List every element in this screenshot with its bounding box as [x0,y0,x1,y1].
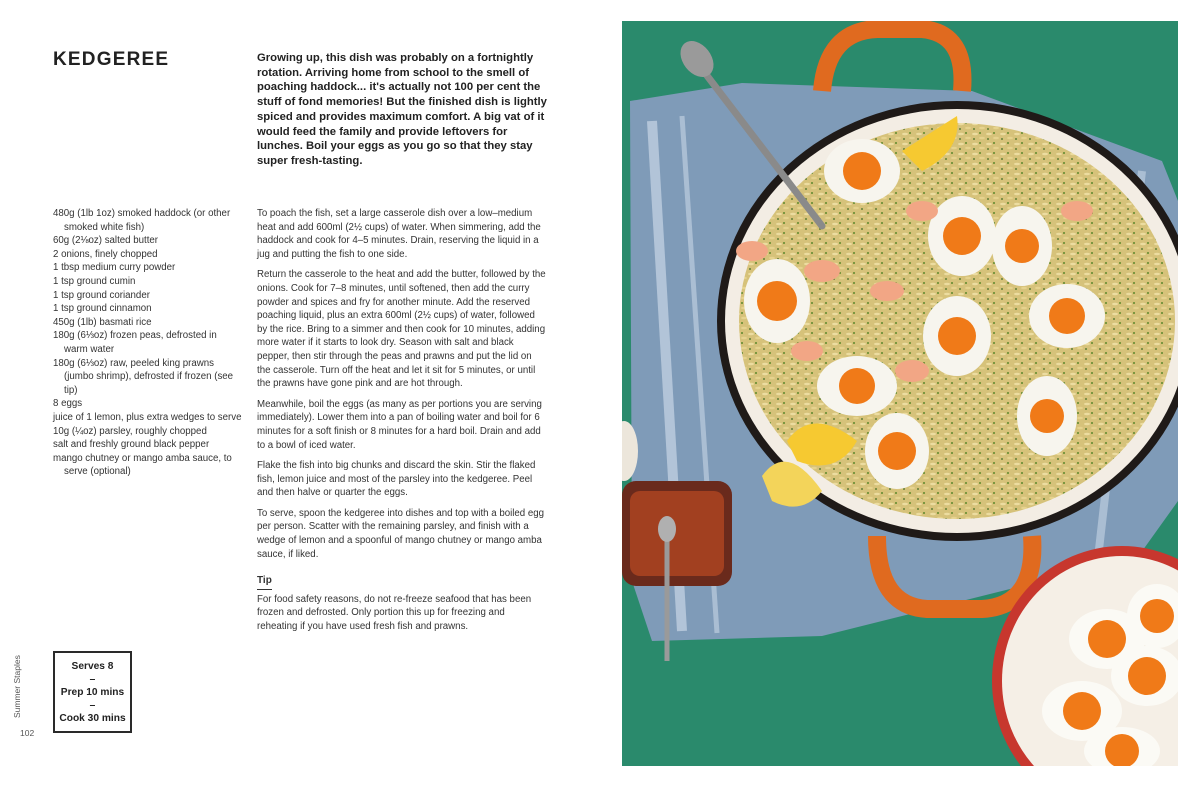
ingredient-item: 1 tsp ground cumin [53,275,136,287]
prep-time: Prep 10 mins [60,686,125,698]
kedgeree-photo [622,21,1178,766]
method-step: Meanwhile, boil the eggs (as many as per portions you are serving immediately). Lower them into a pan of boiling water and boil for 6 minutes for a soft finish or 8 minutes for a hard boil. Drain and add to a bowl of iced water. [257,398,542,451]
ingredient-item: salt and freshly ground black pepper [53,439,210,451]
ingredient-item: 2 onions, finely chopped [53,248,158,260]
food-illustration [622,21,1178,766]
method-step: Flake the fish into big chunks and discard the skin. Stir the flaked fish, lemon juice and most of the parsley into the kedgeree. Peel and then halve or quarter the eggs. [257,460,536,499]
method-step: Return the casserole to the heat and add the butter, followed by the onions. Cook for 7–8 minutes, until softened, then add the curry powder and spices and fry for another minute. Add the reserved poaching liquid, plus an extra 600ml (2½ cups) of water, followed by the rice. Bring to a simmer and then cook for 10 minutes, adding more water if it starts to look dry. Season with salt and black pepper, then stir through the peas and prawns and put the lid on the casserole. Turn off the heat and let it sit for 5 minutes, or until the prawns have gone pink and are hot through. [257,269,546,390]
ingredient-item: 180g (6⅓oz) raw, peeled king prawns (jumbo shrimp), defrosted if frozen (see tip) [53,357,234,396]
page-number: 102 [20,728,35,738]
ingredient-item: 180g (6⅓oz) frozen peas, defrosted in warm water [53,330,217,355]
method-step: To poach the fish, set a large casserole dish over a low–medium heat and add 600ml (2½ cups) of water. When simmering, add the haddock and cook for 4–5 minutes. Drain, reserving the liquid in a jug and putting the fish to one side. [257,208,541,260]
method-step: To serve, spoon the kedgeree into dishes and top with a boiled egg per person. Scatter with the remaining parsley, and finish with a wedge of lemon and a spoonful of mango chutney or mango amba sauce, if liked. [257,507,545,560]
ingredients-list [53,207,243,479]
intro-text: Growing up, this dish was probably on a fortnightly rotation. Arriving home from school to the smell of poaching haddock... it's actually not 100 per cent the stuff of fond memories! But the finished dish is lightly spiced and provides maximum comfort. A big vat of it would feed the family and provide leftovers for lunches. Boil your eggs as you go so that they stay super fresh-tasting. [257,52,547,167]
ingredient-item: 480g (1lb 1oz) smoked haddock (or other smoked white fish) [53,208,231,233]
ingredient-item: 1 tbsp medium curry powder [53,262,176,274]
recipe-title: KEDGEREE [53,49,170,70]
section-label: Summer Staples [12,655,22,718]
recipe-info-box [53,651,132,733]
cook-time: Cook 30 mins [59,712,126,724]
ingredient-item: 8 eggs [53,398,83,410]
ingredient-item: juice of 1 lemon, plus extra wedges to serve [53,411,242,423]
method-section [257,207,547,641]
tip-text: For food safety reasons, do not re-freeze seafood that has been frozen and defrosted. Only portion this up for freezing and reheating if you have used fresh fish and prawns. [257,593,532,633]
ingredient-item: 1 tsp ground coriander [53,289,150,301]
ingredient-item: 450g (1lb) basmati rice [53,316,152,328]
serves-text: Serves 8 [71,660,114,672]
ingredient-item: 10g (¼oz) parsley, roughly chopped [53,425,207,437]
ingredient-item: mango chutney or mango amba sauce, to serve (optional) [53,452,232,478]
info-divider: – [89,673,96,685]
recipe-intro [257,51,553,169]
info-divider: – [89,699,96,711]
ingredient-item: 1 tsp ground cinnamon [53,303,152,315]
ingredient-item: 60g (2⅛oz) salted butter [53,235,159,247]
tip-heading: Tip [257,574,272,590]
